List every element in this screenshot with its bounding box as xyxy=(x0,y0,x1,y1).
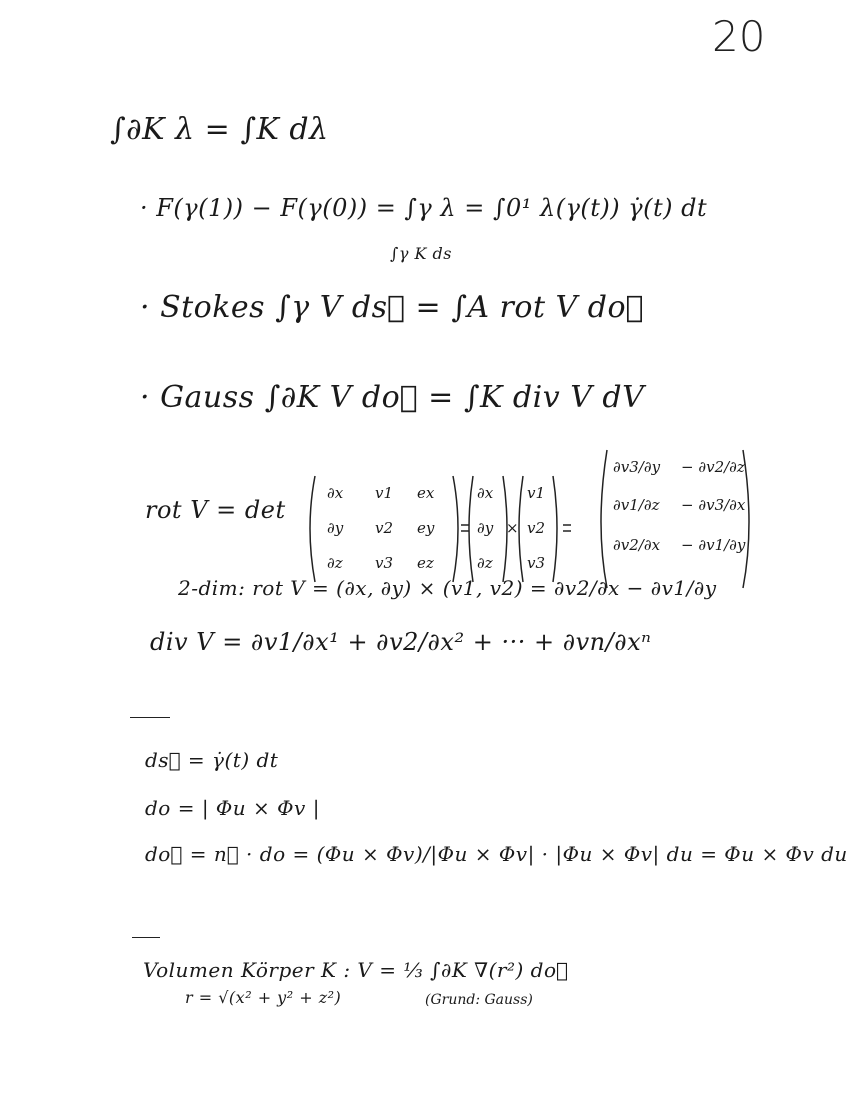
gauss-theorem: · Gauss ∫∂K V do⃗ = ∫K div V dV xyxy=(140,380,645,415)
vec-b-cell: v3 xyxy=(527,554,546,572)
cross-symbol: × xyxy=(506,519,519,537)
result-cell: − ∂v1/∂y xyxy=(681,536,746,554)
det-cell: v2 xyxy=(375,519,394,537)
divergence-formula: div V = ∂v1/∂x¹ + ∂v2/∂x² + ··· + ∂vn/∂xⁿ xyxy=(150,628,652,656)
result-cell: ∂v2/∂x xyxy=(613,536,661,554)
stokes-theorem: · Stokes ∫γ V ds⃗ = ∫A rot V do⃗ xyxy=(140,290,645,325)
gauss-reason-note: (Grund: Gauss) xyxy=(425,992,533,1008)
section-divider xyxy=(132,937,160,938)
det-cell: ∂y xyxy=(327,519,344,537)
det-cell: ez xyxy=(417,554,434,572)
det-cell: v1 xyxy=(375,484,394,502)
rot-2d-formula: 2-dim: rot V = (∂x, ∂y) × (v1, v2) = ∂v2/∂x − ∂v1/∂y xyxy=(178,576,717,600)
result-cell: ∂v1/∂z xyxy=(613,496,660,514)
rot-matrix-svg xyxy=(305,458,755,590)
volume-formula: Volumen Körper K : V = ⅓ ∫∂K ∇(r²) do⃗ xyxy=(143,958,569,982)
ds-formula: ds⃗ = γ̇(t) dt xyxy=(145,748,279,772)
vec-b-cell: v1 xyxy=(527,484,546,502)
line-integral-formula: · F(γ(1)) − F(γ(0)) = ∫γ λ = ∫0¹ λ(γ(t)) γ̇(t) dt xyxy=(140,194,708,222)
stokes-general-formula: ∫∂K λ = ∫K dλ xyxy=(110,112,329,147)
vec-a-cell: ∂x xyxy=(477,484,494,502)
result-cell: − ∂v3/∂x xyxy=(681,496,746,514)
result-cell: − ∂v2/∂z xyxy=(681,458,745,476)
oriented-surface-element-formula: do⃗ = n⃗ · do = (Φu × Φv)/|Φu × Φv| · |Φu × Φv| du = Φu × Φv du xyxy=(145,842,848,866)
result-cell: ∂v3/∂y xyxy=(613,458,661,476)
page-number: 20 xyxy=(712,12,766,61)
det-cell: ey xyxy=(417,519,435,537)
section-divider xyxy=(130,717,170,718)
surface-element-formula: do = | Φu × Φv | xyxy=(145,796,320,820)
vec-a-cell: ∂z xyxy=(477,554,493,572)
vec-a-cell: ∂y xyxy=(477,519,494,537)
arc-length-note: ∫γ K ds xyxy=(390,244,452,263)
det-cell: ∂x xyxy=(327,484,344,502)
vec-b-cell: v2 xyxy=(527,519,546,537)
radius-definition: r = √(x² + y² + z²) xyxy=(185,988,342,1007)
det-cell: ∂z xyxy=(327,554,343,572)
det-cell: ex xyxy=(417,484,435,502)
rot-label: rot V = det xyxy=(145,496,286,524)
det-cell: v3 xyxy=(375,554,394,572)
